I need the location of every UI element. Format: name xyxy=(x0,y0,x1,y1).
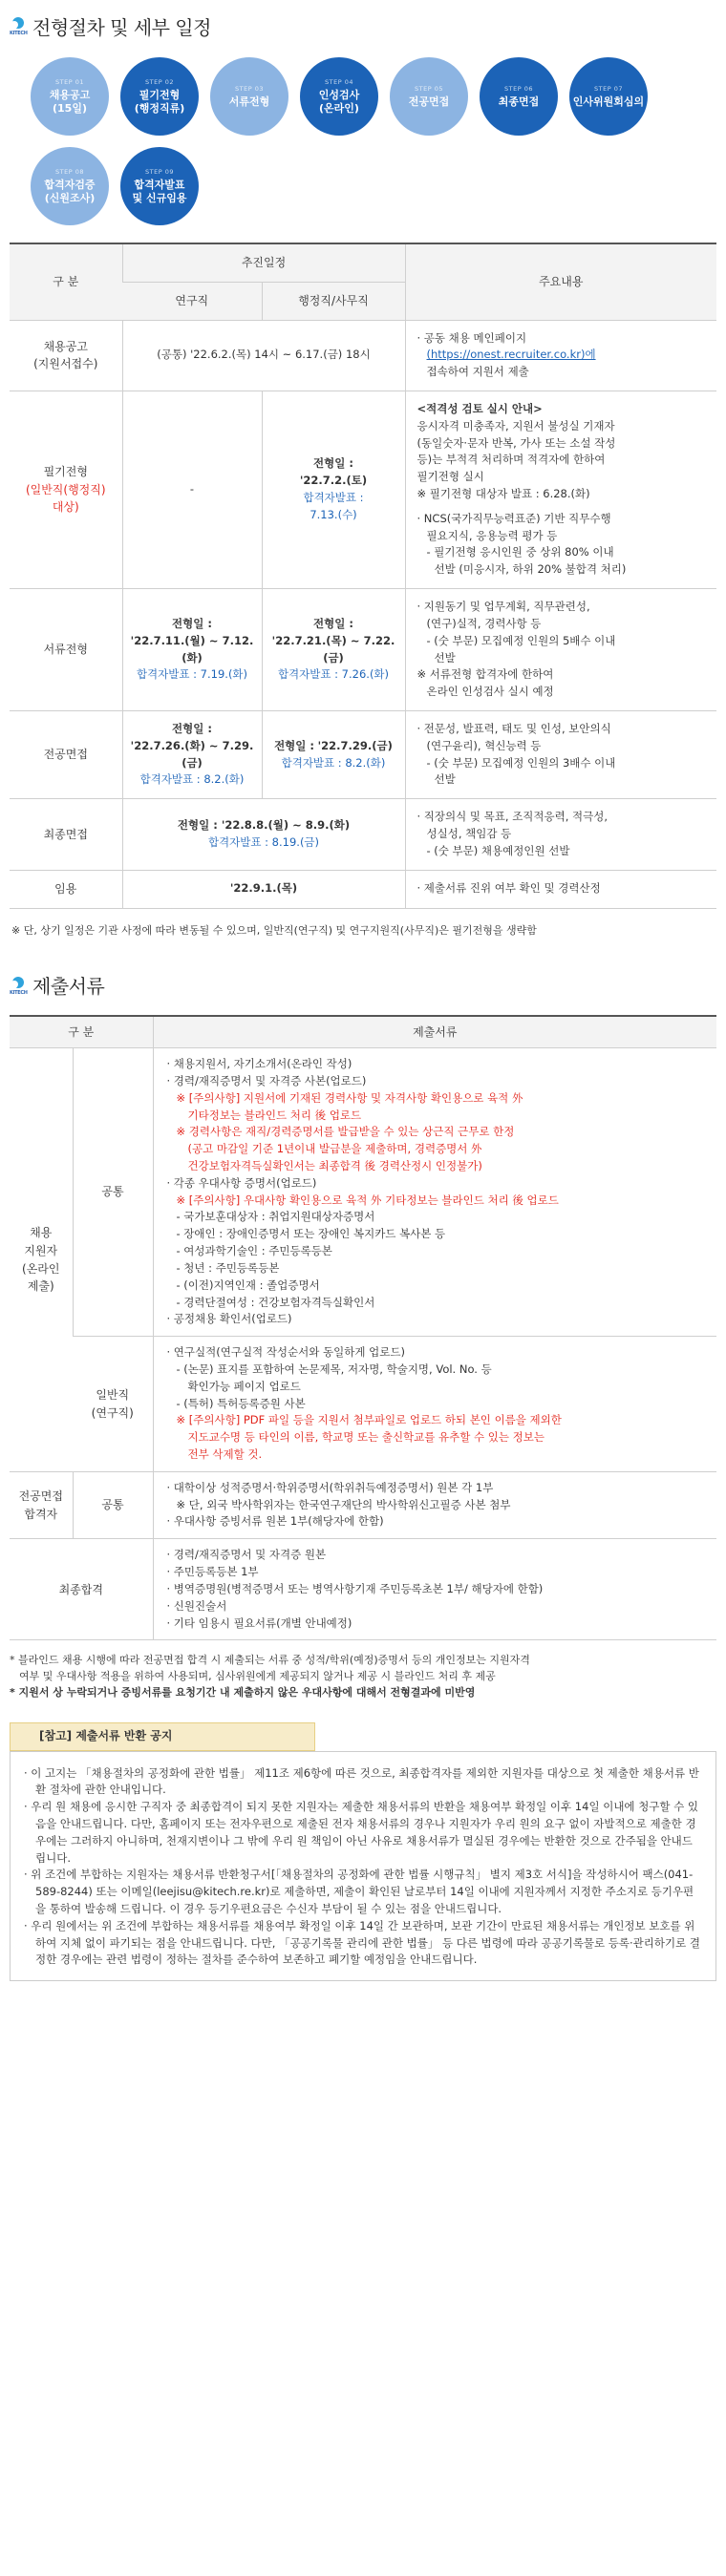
table-row-appoint xyxy=(10,870,716,908)
step-title: 필기전형 xyxy=(139,88,181,101)
step-title: 인성검사 xyxy=(318,88,360,101)
interview-research: 전형일 : '22.7.26.(화) ~ 7.29.(금) 합격자발표 : 8.2.(화) xyxy=(122,710,262,798)
step-8 xyxy=(31,147,109,225)
schedule-table xyxy=(10,243,716,909)
final-date: 전형일 : '22.8.8.(월) ~ 8.9.(화) 합격자발표 : 8.19.(금) xyxy=(122,799,405,870)
notice-box xyxy=(10,1751,716,1982)
notice-para: · 이 고지는 「채용절차의 공정화에 관한 법률」 제11조 제6항에 따른 것으로, 최종합격자를 제외한 지원자를 대상으로 첫 제출한 채용서류 반환 절차에 관한 안내입니다. xyxy=(24,1765,699,1797)
step-title: 합격자검증 xyxy=(44,178,96,191)
doc-line: - (특허) 특허등록증원 사본 xyxy=(176,1396,306,1410)
doc-line: · 기타 임용시 필요서류(개별 안내예정) xyxy=(166,1615,352,1630)
row-category: 필기전형 (일반직(행정직) 대상) xyxy=(10,391,122,588)
header-content: 주요내용 xyxy=(405,243,716,320)
doc-line: - (논문) 표지를 포함하여 논문제목, 저자명, 학술지명, Vol. No. 등 xyxy=(176,1362,492,1376)
step-title: 인사위원회심의 xyxy=(572,95,645,108)
step-number: STEP 04 xyxy=(325,77,353,86)
document-content: · 지원동기 및 업무계획, 직무관련성, (연구)실적, 경력사항 등 - (숫 부문) 모집예정 인원의 5배수 이내 선발 ※ 서류전형 합격자에 한하여 온라인 인성검사 실시 예정 xyxy=(405,589,716,711)
step-number: STEP 01 xyxy=(55,77,84,86)
step-title: 합격자발표 xyxy=(134,178,185,191)
doc-line: · 경력/재직증명서 및 자격증 원본 xyxy=(166,1548,327,1562)
step-subtitle: (15일) xyxy=(53,102,87,116)
row-category: 임용 xyxy=(10,870,122,908)
table-row-interview-docs xyxy=(10,1471,716,1538)
doc-line: · 신원진술서 xyxy=(166,1598,227,1613)
section-title-documents xyxy=(10,967,716,1007)
common-label: 공통 xyxy=(73,1048,153,1337)
note-line: * 지원서 상 누락되거나 증빙서류를 요청기간 내 제출하지 않은 우대사항에 대해서 전형결과에 미반영 xyxy=(10,1686,476,1700)
step-number: STEP 06 xyxy=(504,84,533,93)
step-3 xyxy=(210,57,288,136)
table-row-common xyxy=(10,1048,716,1337)
step-subtitle: 및 신규임용 xyxy=(132,192,187,205)
step-number: STEP 03 xyxy=(235,84,264,93)
step-title: 전공면접 xyxy=(408,95,450,108)
doc-line: - 여성과학기술인 : 주민등록등본 xyxy=(176,1244,332,1258)
table-row-written xyxy=(10,391,716,588)
header-research: 연구직 xyxy=(122,282,262,320)
general-label: 일반직 (연구직) xyxy=(73,1337,153,1472)
row-category: 최종면접 xyxy=(10,799,122,870)
group-interview: 전공면접 합격자 xyxy=(10,1471,73,1538)
step-title: 서류전형 xyxy=(228,95,270,108)
interview-content: · 전문성, 발표력, 태도 및 인성, 보안의식 (연구윤리), 혁신능력 등 - (숫 부문) 모집예정 인원의 3배수 이내 선발 xyxy=(405,710,716,798)
documents-table xyxy=(10,1015,716,1641)
header-category: 구 분 xyxy=(10,1016,153,1048)
appoint-content: · 제출서류 진위 여부 확인 및 경력산정 xyxy=(405,870,716,908)
doc-line: - 청년 : 주민등록등본 xyxy=(176,1260,280,1275)
general-docs xyxy=(153,1337,716,1472)
kitech-logo-icon: KITECH xyxy=(10,17,27,38)
table-row-final xyxy=(10,799,716,870)
interview-label: 공통 xyxy=(73,1471,153,1538)
written-research: - xyxy=(122,391,262,588)
doc-line: ※ [주의사항] 지원서에 기재된 경력사항 및 자격사항 확인용으로 육적 外 xyxy=(176,1090,523,1105)
doc-line: ※ [주의사항] PDF 파일 등을 지원서 첨부파일로 업로드 하되 본인 이름을 제외한 xyxy=(176,1413,562,1427)
document-admin: 전형일 : '22.7.21.(목) ~ 7.22.(금) 합격자발표 : 7.26.(화) xyxy=(262,589,405,711)
table-row-notice xyxy=(10,320,716,391)
doc-line: · 대학이상 성적증명서·학위증명서(학위취득예정증명서) 원본 각 1부 xyxy=(166,1480,494,1494)
table-row-document xyxy=(10,589,716,711)
page xyxy=(0,8,726,2000)
doc-line: · 공정채용 확인서(업로드) xyxy=(166,1312,292,1326)
step-2 xyxy=(120,57,199,136)
step-7 xyxy=(569,57,648,136)
notice-para: · 우리 원 채용에 응시한 구직자 중 최종합격이 되지 못한 지원자는 제출한 채용서류의 반환을 채용여부 확정일 이후 14일 이내에 청구할 수 있음을 안내드립니다. 다만, 홈페이지 또는 전자우편으로 제출된 전자 채용서류의 경우나 지원자가 우리 원의 요구 없이 자발적으로 제출한 경우에는 그러하지 아니하며, 천재지변이나 그 밖에 우리 원 책임이 아닌 사유로 채용서류가 멸실된 경우에는 반환한 것으로 간주됨을 안내드립니다. xyxy=(24,1800,699,1865)
doc-line: · 경력/재직증명서 및 자격증 사본(업로드) xyxy=(166,1073,367,1087)
interview-admin: 전형일 : '22.7.29.(금) 합격자발표 : 8.2.(화) xyxy=(262,710,405,798)
step-number: STEP 05 xyxy=(415,84,443,93)
header-docs: 제출서류 xyxy=(153,1016,716,1048)
doc-line: · 채용지원서, 자기소개서(온라인 작성) xyxy=(166,1057,352,1071)
notice-content: · 공동 채용 메인페이지 (https://onest.recruiter.co.kr)에 접속하여 지원서 제출 xyxy=(405,320,716,391)
doc-line: 기타정보는 블라인드 처리 後 업로드 xyxy=(187,1108,362,1122)
interview-docs xyxy=(153,1471,716,1538)
step-subtitle: (행정직류) xyxy=(134,102,185,116)
written-content: <적격성 검토 실시 안내> 응시자격 미충족자, 지원서 불성실 기재자 (동일숫자·문자 반복, 가사 또는 소설 작성 등)는 부적격 처리하며 적격자에 한하여 필기전형 실시 ※ 필기전형 대상자 발표 : 6.28.(화) · NCS(국가직무능력표준) 기반 직무수행 필요지식, 응용능력 평가 등 - 필기전형 응시인원 중 상위 80% 이내 선발 (미응시자, 하위 20% 불합격 처리) xyxy=(405,391,716,588)
doc-line: · 주민등록등본 1부 xyxy=(166,1565,259,1579)
doc-line: 건강보험자격득실확인서는 최종합격 後 경력산정시 인정불가) xyxy=(187,1159,482,1173)
doc-line: - 국가보훈대상자 : 취업지원대상자증명서 xyxy=(176,1210,375,1224)
doc-line: ※ 경력사항은 재직/경력증명서를 발급받을 수 있는 상근직 근무로 한정 xyxy=(176,1125,515,1139)
table-row-final-docs xyxy=(10,1539,716,1640)
step-number: STEP 09 xyxy=(145,167,174,176)
final-label: 최종합격 xyxy=(10,1539,153,1640)
step-6 xyxy=(480,57,558,136)
written-admin: 전형일 : '22.7.2.(토) 합격자발표 : 7.13.(수) xyxy=(262,391,405,588)
document-research: 전형일 : '22.7.11.(월) ~ 7.12.(화) 합격자발표 : 7.19.(화) xyxy=(122,589,262,711)
doc-line: - (이전)지역인재 : 졸업증명서 xyxy=(176,1277,320,1292)
header-category: 구 분 xyxy=(10,243,122,320)
notice-para: · 위 조건에 부합하는 지원자는 채용서류 반환청구서[「채용절차의 공정화에 관한 법률 시행규칙」 별지 제3호 서식]을 작성하시어 팩스(041-589-8244) 또는 이메일(leejisu@kitech.re.kr)로 제출하면, 제출이 확인된 날로부터 14일 이내에 지원자께서 지정한 주소지로 등기우편을 통하여 발송해 드립니다. 이 경우 등기우편요금은 수신자 부담이 될 수 있는 점을 안내드립니다. xyxy=(24,1868,694,1915)
group-applicant: 채용 지원자 (온라인 제출) xyxy=(10,1048,73,1472)
header-admin: 행정직/사무직 xyxy=(262,282,405,320)
step-number: STEP 02 xyxy=(145,77,174,86)
step-4 xyxy=(300,57,378,136)
final-docs xyxy=(153,1539,716,1640)
note-line: * 블라인드 채용 시행에 따라 전공면접 합격 시 제출되는 서류 중 성적/학위(예정)증명서 등의 개인정보는 지원자격 xyxy=(10,1654,530,1667)
row-category: 서류전형 xyxy=(10,589,122,711)
doc-line: ※ 단, 외국 박사학위자는 한국연구재단의 박사학위신고필증 사본 첨부 xyxy=(176,1497,511,1511)
table-row-interview xyxy=(10,710,716,798)
doc-line: · 각종 우대사항 증명서(업로드) xyxy=(166,1175,317,1190)
section-title-schedule xyxy=(10,8,716,48)
step-9 xyxy=(120,147,199,225)
step-1 xyxy=(31,57,109,136)
recruit-site-link[interactable]: (https://onest.recruiter.co.kr)에 xyxy=(426,348,596,362)
final-content: · 직장의식 및 목표, 조직적응력, 적극성, 성실성, 책임감 등 - (숫 부문) 채용예정인원 선발 xyxy=(405,799,716,870)
step-number: STEP 07 xyxy=(594,84,623,93)
schedule-note: ※ 단, 상기 일정은 기관 사정에 따라 변동될 수 있으며, 일반직(연구직) 및 연구지원직(사무직)은 필기전형을 생략함 xyxy=(11,923,537,937)
common-docs xyxy=(153,1048,716,1337)
table-row-general xyxy=(10,1337,716,1472)
notice-title: [참고] 제출서류 반환 공지 xyxy=(10,1722,315,1751)
process-steps xyxy=(10,48,716,233)
appoint-date: '22.9.1.(목) xyxy=(122,870,405,908)
doc-line: · 병역증명원(병적증명서 또는 병역사항기재 주민등록초본 1부/ 해당자에 한함) xyxy=(166,1581,544,1595)
doc-line: · 우대사항 증빙서류 원본 1부(해당자에 한함) xyxy=(166,1514,384,1529)
doc-line: ※ [주의사항] 우대사항 확인용으로 육적 外 기타정보는 블라인드 처리 後 업로드 xyxy=(176,1193,559,1207)
step-subtitle: (온라인) xyxy=(319,102,359,116)
doc-line: - 경력단절여성 : 건강보험자격득실확인서 xyxy=(176,1295,375,1309)
note-line: 여부 및 우대사항 적용을 위하여 사용되며, 심사위원에게 제공되지 않거나 제공 시 블라인드 처리 후 제공 xyxy=(19,1670,496,1683)
doc-line: - 장애인 : 장애인증명서 또는 장애인 복지카드 복사본 등 xyxy=(176,1227,446,1241)
step-subtitle: (신원조사) xyxy=(44,192,96,205)
doc-line: · 연구실적(연구실적 작성순서와 동일하게 업로드) xyxy=(166,1345,405,1360)
doc-line: 확인가능 페이지 업로드 xyxy=(187,1379,301,1393)
doc-line: 전부 삭제할 것. xyxy=(187,1447,263,1462)
step-title: 채용공고 xyxy=(49,88,91,101)
step-number: STEP 08 xyxy=(55,167,84,176)
doc-line: (공고 마감일 기준 1년이내 발급분을 제출하며, 경력증명서 外 xyxy=(187,1142,482,1156)
notice-para: · 우리 원에서는 위 조건에 부합하는 채용서류를 채용여부 확정일 이후 14일 간 보관하며, 보관 기간이 만료된 채용서류는 개인정보 보호를 위하여 지체 없이 파기되는 점을 안내드립니다. 다만, 「공공기록물 관리에 관한 법률」 등 다른 법령에 따라 공공기록물로 등록·관리하기로 결정한 경우에는 관련 법령이 정하는 절차를 준수하여 보존하고 폐기할 예정임을 안내드립니다. xyxy=(24,1918,700,1967)
step-5 xyxy=(390,57,468,136)
notice-date: (공통) '22.6.2.(목) 14시 ~ 6.17.(금) 18시 xyxy=(122,320,405,391)
step-title: 최종면접 xyxy=(498,95,540,108)
doc-line: 지도교수명 등 타인의 이름, 학교명 또는 출신학교를 유추할 수 있는 정보는 xyxy=(187,1430,544,1445)
header-period: 추진일정 xyxy=(122,243,405,282)
section-title-text: 전형절차 및 세부 일정 xyxy=(32,15,211,39)
section-title-text: 제출서류 xyxy=(32,975,105,999)
row-category: 채용공고 (지원서접수) xyxy=(10,320,122,391)
row-category: 전공면접 xyxy=(10,710,122,798)
kitech-logo-icon: KITECH xyxy=(10,977,27,998)
documents-notes xyxy=(10,1640,716,1700)
